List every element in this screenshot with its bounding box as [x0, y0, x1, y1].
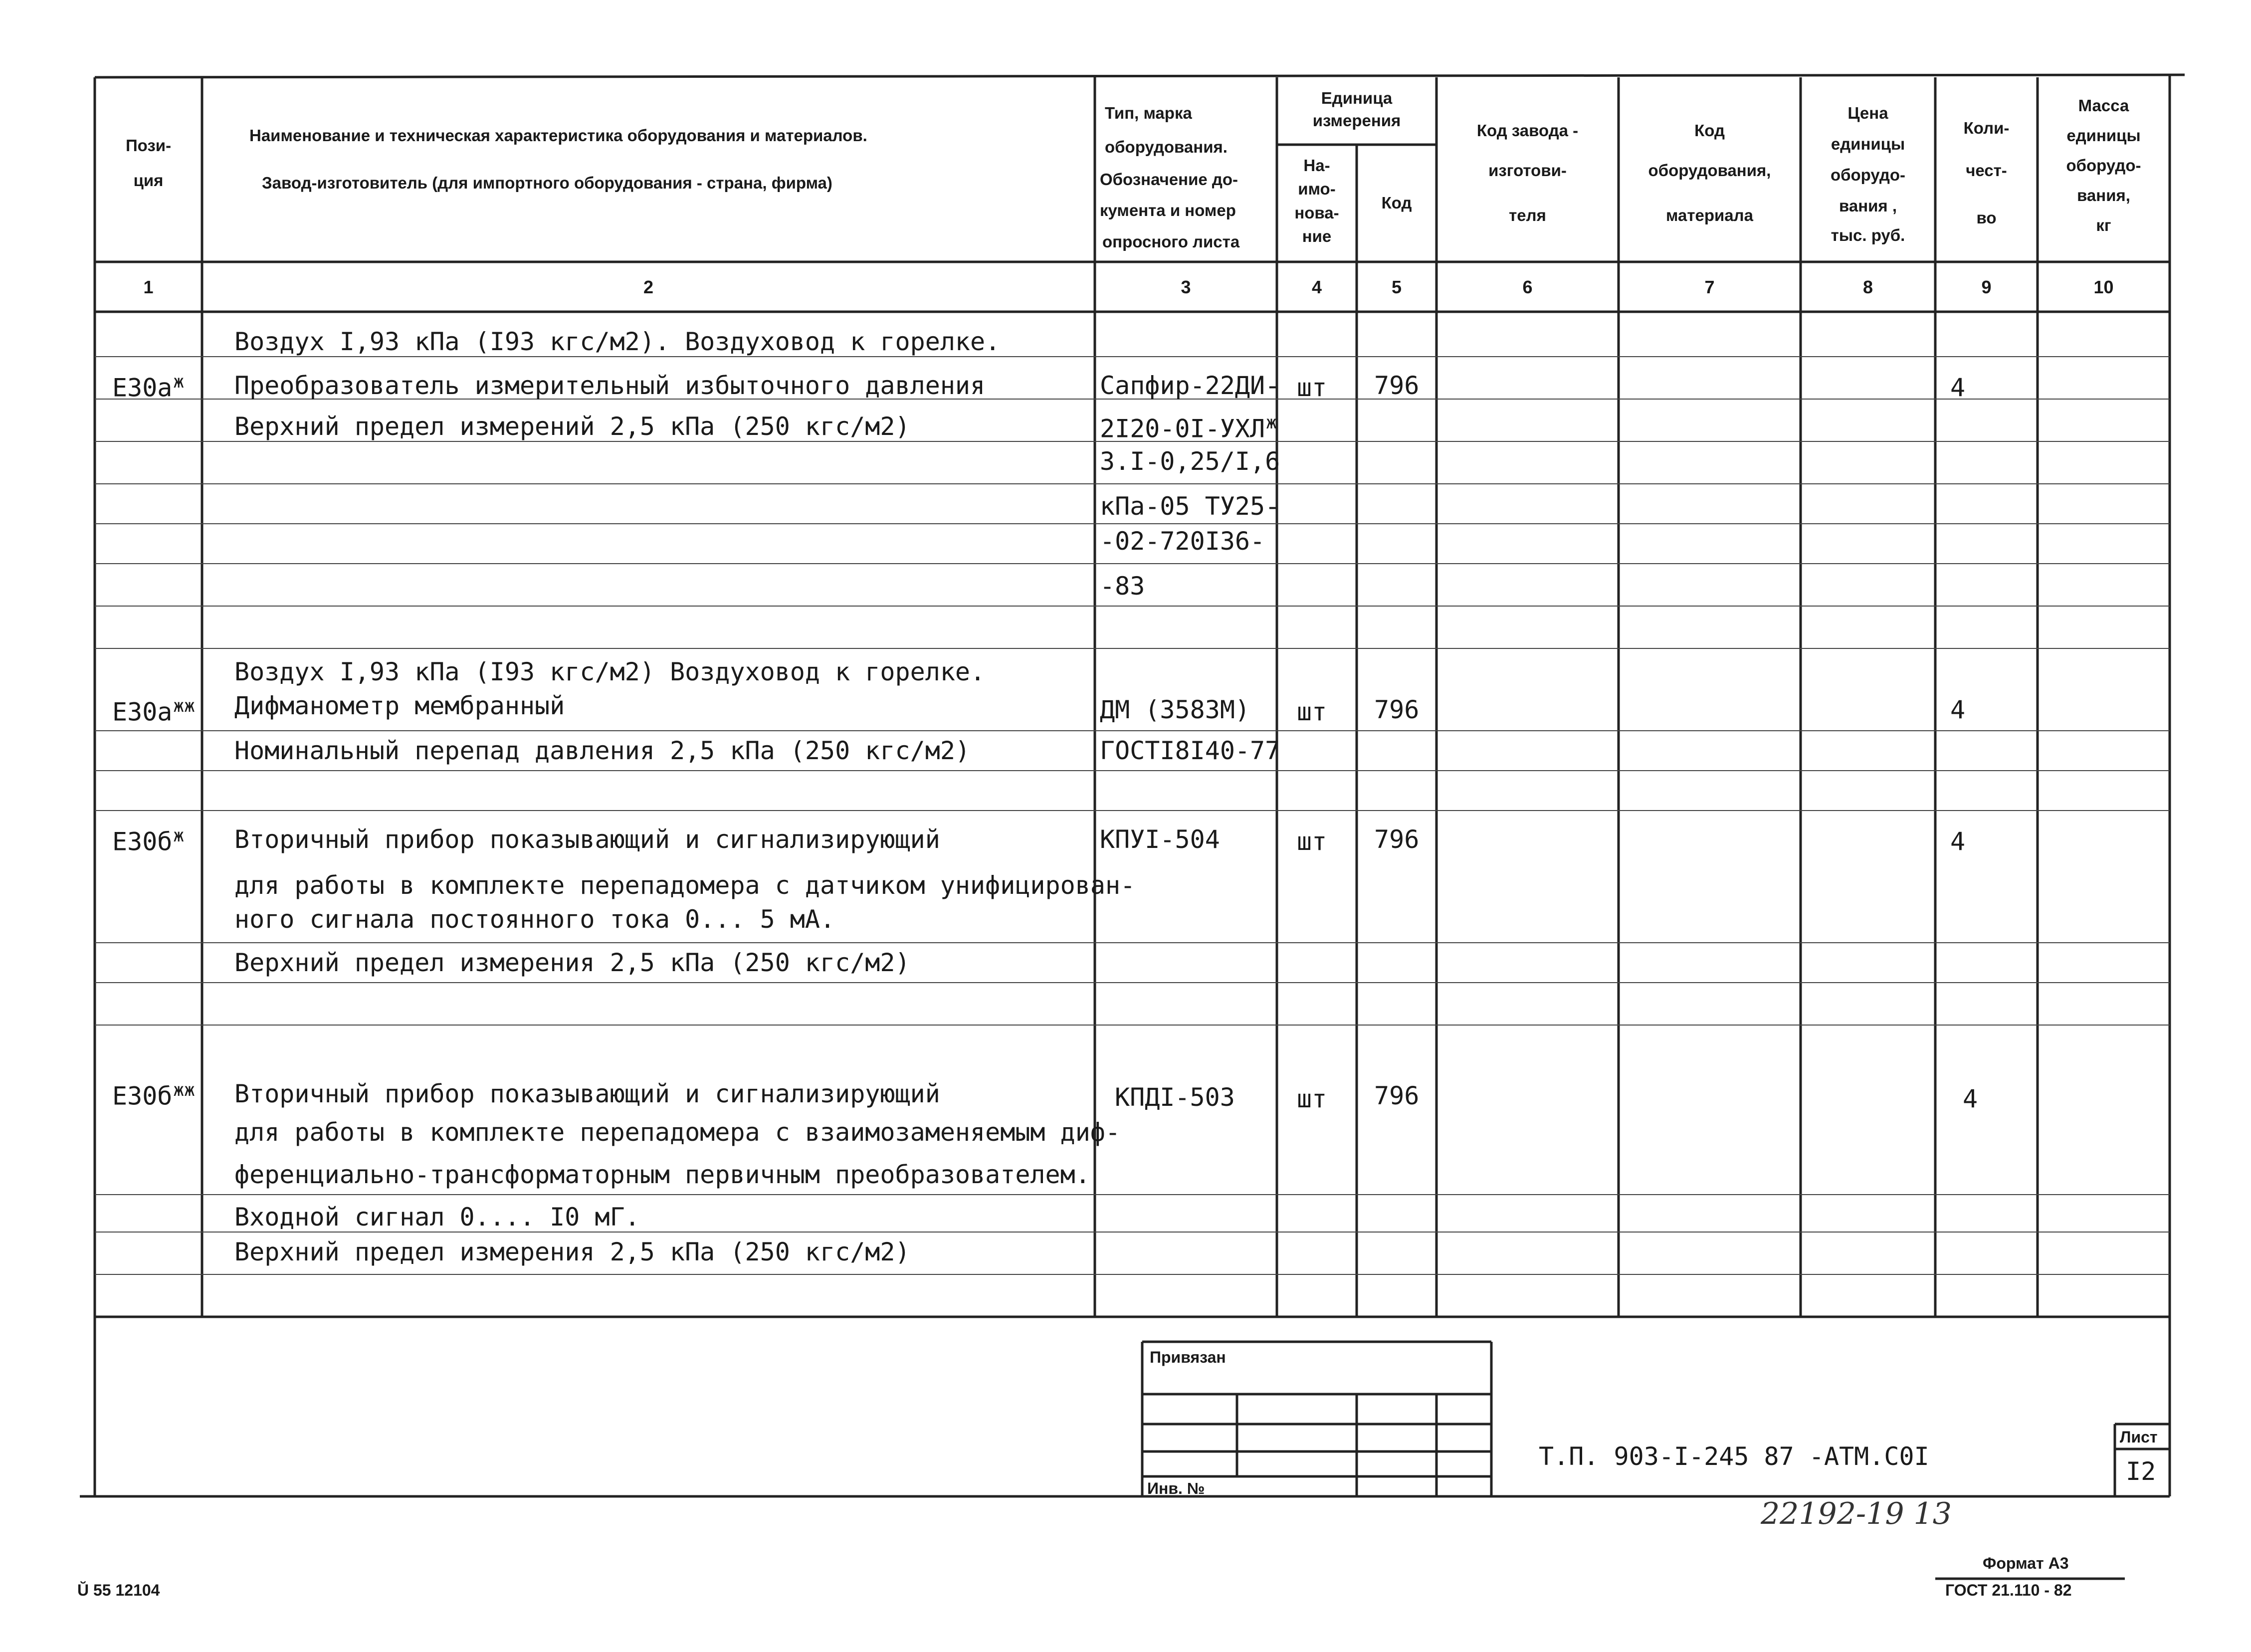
format-label: Формат А3 [1983, 1554, 2069, 1572]
header-col9-line1: Коли- [1963, 119, 2010, 137]
row-9-unit: шт [1297, 697, 1327, 726]
row-22-name: Верхний предел измерения 2,5 кПа (250 кгс/м2) [234, 1238, 910, 1266]
column-number-2: 2 [643, 277, 654, 297]
header-col3-line1: Тип, марка [1105, 104, 1192, 122]
row-12-code: 796 [1374, 825, 1420, 854]
header-col9-line3: во [1976, 208, 1997, 227]
row-10-type: ГОСТI8I40-77 [1100, 736, 1280, 765]
header-col3-line2: оборудования. [1105, 138, 1228, 156]
column-number-10: 10 [2093, 277, 2114, 297]
row-6-type: -83 [1100, 572, 1145, 601]
row-21-name: Входной сигнал 0.... I0 мГ. [234, 1203, 640, 1232]
row-18-type: КПДI-503 [1115, 1083, 1235, 1112]
column-number-9: 9 [1981, 277, 1992, 297]
row-9-name: Дифманометр мембранный [234, 691, 565, 720]
header-col10-line3: оборудо- [2066, 156, 2141, 175]
stamp-sheet-label: Лист [2120, 1428, 2158, 1446]
row-18-name: Вторичный прибор показывающий и сигнализирующий [234, 1079, 940, 1108]
header-col7-line2: оборудования, [1648, 161, 1771, 180]
header-col8-line5: тыс. руб. [1831, 226, 1905, 244]
header-col4-line4: ние [1302, 227, 1332, 245]
header-unit-group-line1: Единица [1321, 89, 1393, 107]
row-10-name: Номинальный перепад давления 2,5 кПа (250 кгс/м2) [234, 736, 971, 765]
header-col8-line4: вания , [1839, 197, 1897, 215]
header-col4-line3: нова- [1294, 204, 1339, 222]
row-2-type: $2I20-0I-УХЛ^ж$ [1100, 413, 1277, 443]
gost-label: ГОСТ 21.110 - 82 [1945, 1581, 2072, 1599]
row-8-name: Воздух I,93 кПа (I93 кгс/м2) Воздуховод к горелке. [234, 657, 986, 686]
header-col2-line1: Наименование и техническая характеристика оборудования и материалов. [249, 126, 867, 145]
header-col3-line3: Обозначение до- [1100, 170, 1238, 189]
column-number-1: 1 [143, 277, 154, 297]
header-col1-line2: ция [133, 171, 164, 190]
header-col10-line1: Масса [2078, 96, 2129, 115]
row-14-name: ного сигнала постоянного тока 0... 5 мА. [234, 905, 835, 934]
row-3-type: 3.I-0,25/I,6 [1100, 447, 1280, 476]
column-number-7: 7 [1704, 277, 1715, 297]
column-number-8: 8 [1862, 277, 1873, 297]
row-5-type: -02-720I36- [1100, 527, 1265, 556]
header-col3-line4: кумента и номер [1100, 201, 1236, 219]
header-col6-line2: изготови- [1488, 161, 1567, 180]
header-col5: Код [1381, 194, 1412, 212]
row-9-position: $Е30а^{жж}$ [112, 696, 195, 727]
row-12-quantity: 4 [1950, 827, 1966, 856]
column-number-6: 6 [1522, 277, 1533, 297]
header-col8-line1: Цена [1847, 104, 1888, 122]
row-9-code: 796 [1374, 695, 1420, 724]
row-12-position: $Е30б^ж$ [112, 826, 185, 856]
header-col1-line1: Пози- [125, 136, 172, 155]
row-1-code: 796 [1374, 371, 1420, 400]
row-1-type: Сапфир-22ДИ- [1100, 371, 1280, 400]
header-col8-line2: единицы [1831, 135, 1905, 153]
row-2-name: Верхний предел измерений 2,5 кПа (250 кгс/м2) [234, 412, 910, 441]
row-18-code: 796 [1374, 1081, 1420, 1110]
header-col6-line3: теля [1509, 206, 1546, 224]
row-0-name: Воздух I,93 кПа (I93 кгс/м2). Воздуховод к горелке. [234, 327, 1001, 356]
row-15-name: Верхний предел измерения 2,5 кПа (250 кгс/м2) [234, 948, 910, 977]
stamp-document-code: Т.П. 903-I-245 87 -АТМ.С0I [1539, 1442, 1929, 1471]
row-1-unit: шт [1297, 373, 1327, 402]
row-13-name: для работы в комплекте перепадомера с датчиком унифицирован- [234, 871, 1136, 900]
column-number-3: 3 [1181, 277, 1191, 297]
header-col4-line2: имо- [1298, 180, 1336, 198]
row-12-unit: шт [1297, 827, 1327, 856]
row-9-type: ДМ (3583М) [1100, 695, 1250, 724]
row-4-type: кПа-05 ТУ25- [1100, 492, 1280, 521]
row-9-quantity: 4 [1950, 695, 1966, 724]
header-col4-line1: На- [1303, 156, 1330, 175]
row-20-name: ференциально-трансформаторным первичным преобразователем. [234, 1160, 1090, 1189]
row-18-position: $Е30б^{жж}$ [112, 1080, 195, 1111]
row-1-position: $Е30а^ж$ [112, 372, 185, 403]
stamp-inventory-label: Инв. № [1147, 1479, 1205, 1497]
row-12-type: КПУI-504 [1100, 825, 1220, 854]
print-code-label: Ŭ 55 12104 [77, 1581, 160, 1599]
row-18-quantity: 4 [1963, 1084, 1978, 1113]
header-col9-line2: чест- [1966, 161, 2007, 180]
header-col10-line4: вания, [2077, 186, 2130, 205]
row-18-unit: шт [1297, 1084, 1327, 1113]
stamp-attached-label: Привязан [1150, 1348, 1226, 1366]
header-col7-line3: материала [1666, 206, 1753, 224]
header-col6-line1: Код завода - [1476, 121, 1579, 140]
column-number-4: 4 [1311, 277, 1322, 297]
row-1-name: Преобразователь измерительный избыточного давления [234, 371, 986, 400]
header-col8-line3: оборудо- [1830, 166, 1906, 184]
header-col10-line5: кг [2096, 216, 2111, 234]
row-12-name: Вторичный прибор показывающий и сигнализирующий [234, 825, 940, 854]
column-number-5: 5 [1391, 277, 1402, 297]
stamp-sheet-number: I2 [2126, 1457, 2156, 1486]
handwritten-archive-number: 22192-19 13 [1761, 1496, 1952, 1531]
row-19-name: для работы в комплекте перепадомера с взаимозаменяемым диф- [234, 1118, 1121, 1147]
header-col7-line1: Код [1694, 121, 1725, 140]
header-col3-line5: опросного листа [1102, 232, 1240, 251]
row-1-quantity: 4 [1950, 373, 1966, 402]
header-unit-group-line2: измерения [1312, 111, 1401, 130]
header-col2-line2: Завод-изготовитель (для импортного оборудования - страна, фирма) [262, 174, 832, 192]
header-col10-line2: единицы [2066, 126, 2141, 145]
